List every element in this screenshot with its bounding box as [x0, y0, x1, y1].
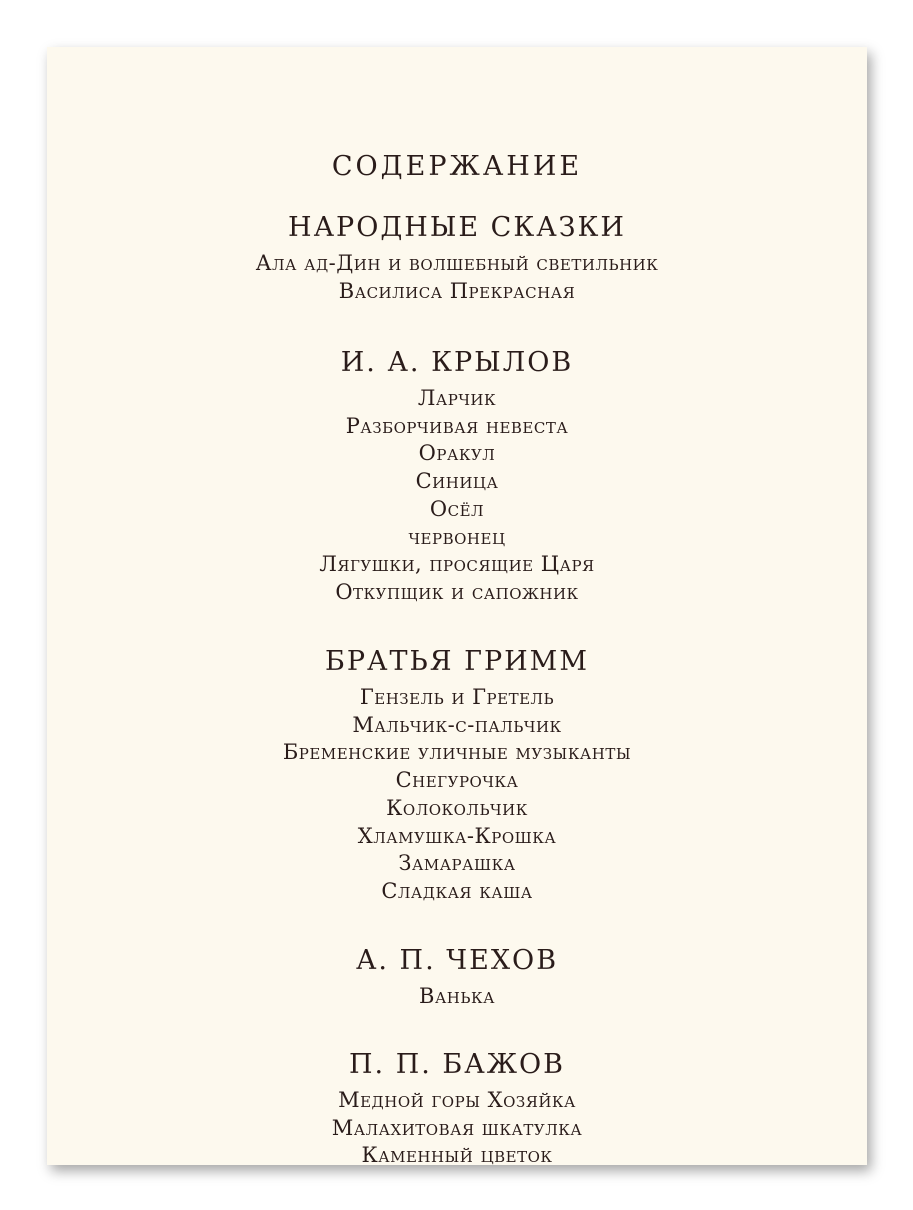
toc-entry: Синица: [415, 469, 499, 494]
toc-entry: Лягушки, просящие Царя: [319, 552, 595, 577]
toc-entry: Гензель и Гретель: [359, 685, 555, 709]
toc-entry: Осёл: [429, 496, 485, 521]
section-heading: БРАТЬЯ ГРИММ: [325, 646, 589, 677]
toc-entry: Бременские уличные музыканты: [282, 740, 632, 765]
toc-entry: Замарашка: [398, 851, 516, 876]
entry-list: [47, 250, 867, 305]
toc-entry: червонец: [408, 524, 506, 549]
entry-list: [47, 684, 867, 906]
toc-entry: Ала ад-Дин и волшебный светильник: [255, 251, 659, 275]
toc-entry: Мальчик-с-пальчик: [352, 712, 562, 737]
section-bazhov: [47, 1047, 867, 1170]
section-grimm: [47, 644, 867, 906]
toc-entry: Ванька: [419, 984, 495, 1008]
toc-entry: Разборчивая невеста: [345, 413, 569, 438]
toc-entry: Василиса Прекрасная: [338, 278, 576, 303]
toc-entry: Оракул: [418, 441, 496, 466]
section-folk-tales: [47, 210, 867, 305]
section-heading: НАРОДНЫЕ СКАЗКИ: [288, 212, 626, 243]
section-heading: А. П. ЧЕХОВ: [355, 945, 559, 976]
section-heading: И. А. КРЫЛОВ: [340, 347, 574, 378]
toc-entry: Снегурочка: [395, 768, 519, 793]
toc-entry: Ларчик: [417, 386, 497, 410]
toc-entry: Колокольчик: [386, 795, 528, 820]
toc-entry: Малахитовая шкатулка: [331, 1115, 583, 1140]
section-krylov: [47, 345, 867, 607]
entry-list: [47, 983, 867, 1011]
entry-list: [47, 385, 867, 607]
toc-entry: Медной горы Хозяйка: [338, 1088, 576, 1112]
section-heading: П. П. БАЖОВ: [348, 1049, 566, 1080]
toc-entry: Откупщик и сапожник: [335, 579, 579, 604]
entry-list: [47, 1087, 867, 1170]
section-chekhov: [47, 943, 867, 1011]
document-page: [47, 47, 867, 1168]
toc-entry: Хламушка-Крошка: [357, 823, 557, 848]
page-title: СОДЕРЖАНИЕ: [331, 151, 583, 182]
toc-entry: Сладкая каша: [381, 878, 533, 903]
toc-entry: Каменный цветок: [361, 1143, 553, 1168]
